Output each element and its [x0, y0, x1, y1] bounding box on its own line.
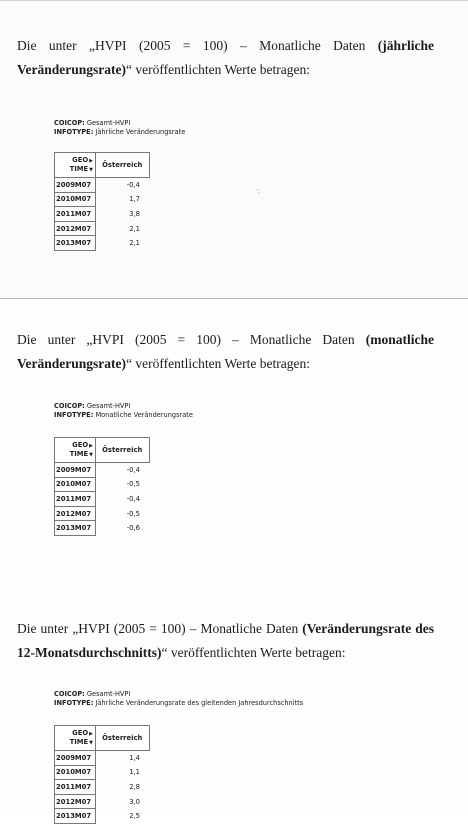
section-3-highlight: (Veränderungsrate des 12-Monatsdurchschnitts)	[17, 621, 435, 660]
table-row: 2013M07 2,5	[55, 809, 150, 824]
country-header: Österreich	[96, 726, 150, 751]
geo-arrow-icon: ▶	[89, 731, 93, 737]
section-3-coicop: COICOP: Gesamt-HVPI	[54, 690, 131, 698]
table-header-row	[55, 726, 150, 751]
section-2-outro: “ veröffentlichten Werte betragen:	[126, 356, 310, 371]
table-row: 2013M07 -0,6	[55, 521, 150, 536]
sheet-top-edge	[0, 0, 468, 1]
section-1-table	[54, 152, 150, 251]
table-row: 2011M07 -0,4	[55, 492, 150, 507]
table-row: 2011M07 2,8	[55, 780, 150, 795]
table-row: 2010M07 1,1	[55, 765, 150, 780]
time-sort-arrow-icon: ▼	[89, 167, 93, 173]
table-row: 2009M07 -0,4	[55, 178, 150, 193]
section-2-infotype: INFOTYPE: Monatliche Veränderungsrate	[54, 410, 193, 419]
section-3-infotype: INFOTYPE: Jährliche Veränderungsrate des gleitenden Jahresdurchschnitts	[54, 698, 304, 707]
section-3-paragraph	[17, 617, 434, 665]
section-2-metadata	[54, 402, 193, 419]
section-3-metadata	[54, 690, 303, 707]
section-1-coicop: COICOP: Gesamt-HVPI	[54, 119, 131, 127]
geo-arrow-icon: ▶	[89, 443, 93, 449]
table-row: 2009M07 1,4	[55, 751, 150, 766]
table-header-row	[55, 153, 150, 178]
section-2-coicop: COICOP: Gesamt-HVPI	[54, 402, 131, 410]
section-1-metadata	[54, 119, 185, 136]
table-header-row	[55, 438, 150, 463]
country-header: Österreich	[96, 153, 150, 178]
section-2-paragraph	[17, 328, 434, 376]
section-1-intro: Die unter „HVPI (2005 = 100) – Monatliche Daten	[17, 38, 366, 53]
section-3-outro: “ veröffentlichten Werte betragen:	[161, 645, 346, 660]
section-1-highlight: (jährliche Veränderungsrate)	[17, 38, 435, 77]
section-1-outro: “ veröffentlichten Werte betragen:	[126, 62, 310, 77]
table-row: 2010M07 1,7	[55, 192, 150, 207]
time-sort-arrow-icon: ▼	[89, 452, 93, 458]
table-row: 2010M07 -0,5	[55, 477, 150, 492]
geo-time-header: GEO▶ TIME▼	[55, 438, 96, 463]
table-row: 2012M07 -0,5	[55, 506, 150, 521]
geo-time-header: GEO▶ TIME▼	[55, 153, 96, 178]
time-sort-arrow-icon: ▼	[89, 740, 93, 746]
geo-arrow-icon: ▶	[89, 158, 93, 164]
section-1-paragraph	[17, 34, 434, 82]
section-2-intro: Die unter „HVPI (2005 = 100) – Monatliche Daten	[17, 332, 355, 347]
table-row: 2013M07 2,1	[55, 236, 150, 251]
table-row: 2012M07 3,0	[55, 794, 150, 809]
section-3-intro: Die unter „HVPI (2005 = 100) – Monatliche Daten	[17, 621, 299, 636]
scan-speck: ·:	[255, 186, 261, 195]
table-row: 2011M07 3,8	[55, 207, 150, 222]
table-row: 2009M07 -0,4	[55, 463, 150, 478]
section-2-highlight: (monatliche Veränderungsrate)	[17, 332, 434, 371]
geo-time-header: GEO▶ TIME▼	[55, 726, 96, 751]
section-2-table	[54, 437, 150, 536]
section-3-table	[54, 725, 150, 824]
section-1-infotype: INFOTYPE: Jährliche Veränderungsrate	[54, 127, 186, 136]
country-header: Österreich	[96, 438, 150, 463]
table-row: 2012M07 2,1	[55, 221, 150, 236]
